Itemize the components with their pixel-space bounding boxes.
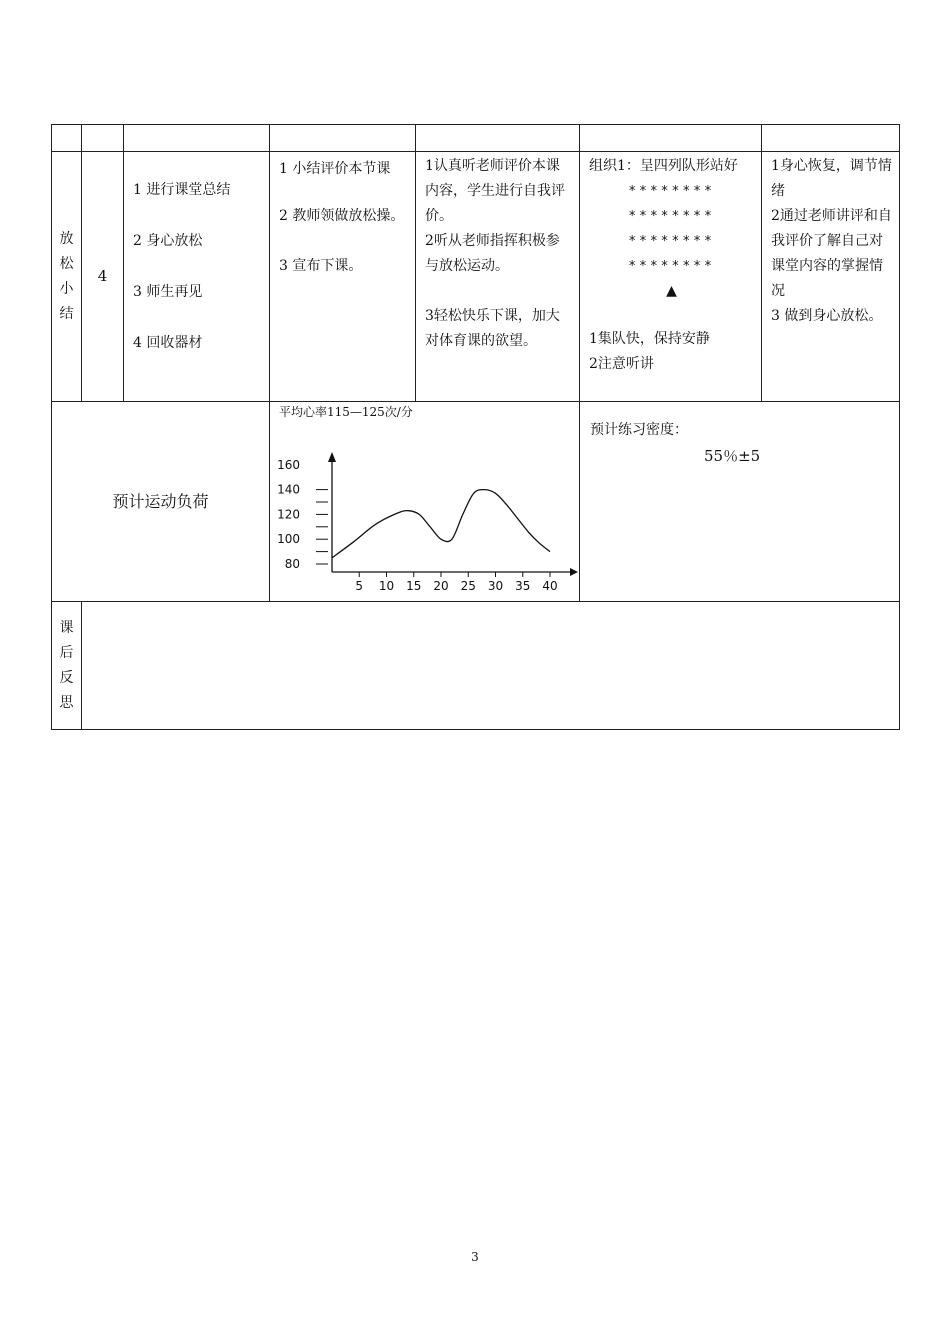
density-value: 55％±5 (704, 447, 761, 465)
heart-rate-chart (270, 402, 580, 600)
y-tick-label: 120 (277, 507, 300, 522)
chart-title: 平均心率115—125次/分 (279, 405, 413, 419)
x-tick-label: 20 (433, 579, 449, 593)
y-axis-arrow (328, 452, 336, 462)
content-item: 1 进行课堂总结 (133, 182, 231, 198)
teacher-marker: ▲ (666, 283, 677, 299)
x-tick-label: 10 (378, 579, 395, 593)
content-item: 2 身心放松 (133, 233, 203, 249)
phase-time: 4 (82, 152, 124, 402)
reflection-content[interactable] (82, 602, 900, 730)
organization (580, 152, 762, 402)
teacher-item: 2 教师领做放松操。 (279, 208, 405, 224)
organization-note: 1集队快，保持安静 (589, 331, 710, 347)
teacher-activity (270, 152, 416, 402)
reflection-row (52, 602, 900, 730)
x-tick-label: 5 (355, 579, 364, 593)
phase-name: 放 松 小 结 (52, 152, 82, 402)
x-tick-label: 15 (406, 579, 422, 593)
formation-row: ******** (628, 234, 715, 249)
x-tick-label: 30 (487, 579, 504, 593)
x-axis-arrow (570, 568, 578, 576)
y-tick-label: 140 (277, 482, 300, 497)
y-tick-label: 80 (284, 557, 300, 571)
teacher-item: 1 小结评价本节课 (279, 161, 391, 177)
lesson-plan-table (51, 124, 900, 730)
relax-summary-row (52, 152, 900, 402)
goal-item: 1身心恢复，调节情绪 (771, 158, 892, 199)
page-number: 3 (471, 1250, 479, 1264)
goals (762, 152, 900, 402)
heart-rate-chart-cell (270, 402, 580, 602)
formation-row: ******** (628, 259, 715, 274)
student-item: 1认真听老师评价本课内容，学生进行自我评价。 (425, 158, 565, 224)
phase-content (124, 152, 270, 402)
density-cell (580, 402, 900, 602)
y-tick-label: 100 (277, 532, 300, 547)
organization-note: 2注意听讲 (589, 356, 654, 372)
load-label: 预计运动负荷 (52, 402, 270, 602)
y-tick-label: 160 (277, 457, 300, 472)
formation-row: ******** (628, 209, 715, 224)
formation-row: ******** (628, 184, 715, 199)
goal-item: 3 做到身心放松。 (771, 308, 883, 324)
heart-rate-line (332, 490, 550, 558)
x-tick-label: 25 (460, 579, 476, 593)
content-item: 4 回收器材 (133, 335, 203, 351)
content-item: 3 师生再见 (133, 284, 203, 300)
student-item: 3轻松快乐下课，加大对体育课的欲望。 (425, 308, 560, 349)
student-activity (416, 152, 580, 402)
density-label: 预计练习密度： (590, 422, 688, 438)
teacher-item: 3 宣布下课。 (279, 258, 363, 274)
reflection-label: 课 后 反 思 (52, 602, 82, 730)
load-row (52, 402, 900, 602)
student-item: 2听从老师指挥积极参与放松运动。 (425, 233, 560, 274)
x-tick-label: 40 (542, 579, 558, 593)
goal-item: 2通过老师讲评和自我评价了解自己对课堂内容的掌握情况 (771, 208, 892, 299)
x-tick-label: 35 (515, 579, 531, 593)
organization-heading: 组织1：呈四列队形站好 (589, 158, 738, 174)
header-row (52, 125, 900, 152)
